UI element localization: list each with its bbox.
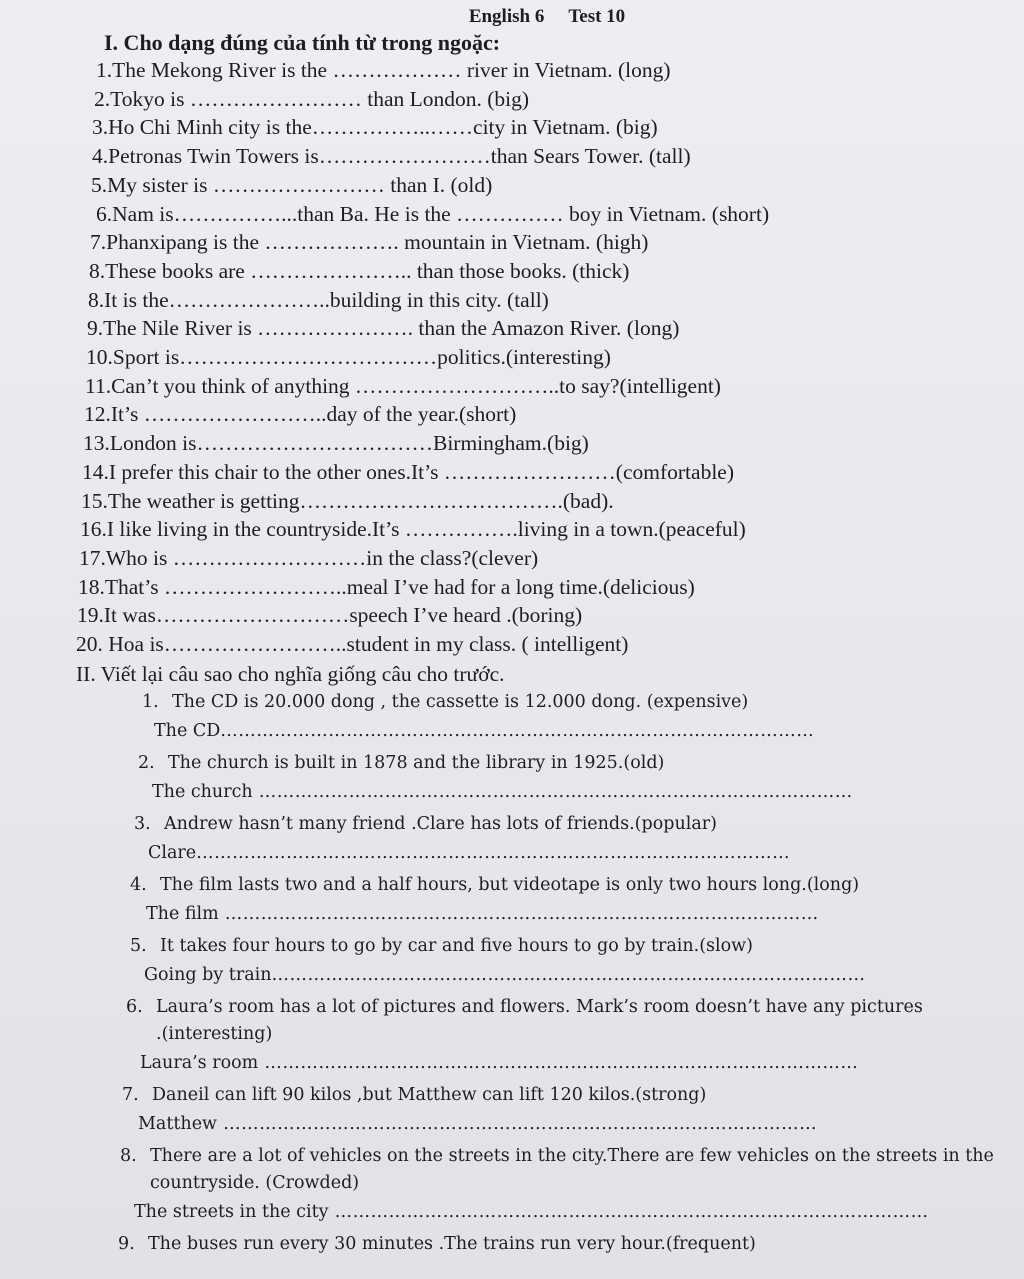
answer-line: Matthew ……………………………………………………………………………………… bbox=[138, 1113, 818, 1134]
answer-starter: Matthew bbox=[138, 1113, 218, 1134]
item-prompt: It takes four hours to go by car and five hours to go by train.(slow) bbox=[160, 935, 753, 956]
item-number: 1. bbox=[142, 691, 159, 712]
section2-list bbox=[0, 689, 1024, 1258]
answer-line: The church ……………………………………………………………………………………… bbox=[152, 781, 853, 802]
exercise1-item: 8.These books are ………………….. than those books. (thick) bbox=[89, 258, 630, 283]
item-number: 6. bbox=[126, 996, 143, 1017]
exercise1-item: 6.Nam is……………...than Ba. He is the …………… boy in Vietnam. (short) bbox=[96, 201, 770, 226]
exercise1-item: 2.Tokyo is …………………… than London. (big) bbox=[94, 86, 530, 111]
item-prompt: The CD is 20.000 dong , the cassette is 12.000 dong. (expensive) bbox=[172, 691, 749, 712]
exercise1-item: 1.The Mekong River is the ……………… river in Vietnam. (long) bbox=[96, 58, 671, 82]
exercise2-item bbox=[0, 1231, 1024, 1258]
answer-starter: Going by train bbox=[144, 964, 272, 985]
answer-line: Going by train……………………………………………………………………………………… bbox=[144, 964, 866, 985]
item-prompt: The church is built in 1878 and the library in 1925.(old) bbox=[168, 752, 665, 773]
exercise2-item bbox=[0, 1143, 1024, 1227]
exercise1-item: 10.Sport is………………………………politics.(interesting) bbox=[86, 345, 611, 370]
item-number: 8. bbox=[120, 1145, 137, 1166]
item-prompt: Daneil can lift 90 kilos ,but Matthew can lift 120 kilos.(strong) bbox=[152, 1084, 707, 1105]
answer-starter: Clare bbox=[148, 842, 197, 863]
exercise1-item: 9.The Nile River is …………………. than the Amazon River. (long) bbox=[87, 316, 680, 341]
answer-starter: The streets in the city bbox=[134, 1201, 329, 1222]
exercise1-item: 19.It was………………………speech I’ve heard .(boring) bbox=[77, 603, 583, 628]
item-number: 2. bbox=[138, 752, 155, 773]
exercise1-item: 8.It is the…………………..building in this city. (tall) bbox=[88, 287, 549, 312]
test-label: Test 10 bbox=[568, 6, 626, 27]
exercise1-item: 16.I like living in the countryside.It’s …………….living in a town.(peaceful) bbox=[80, 517, 746, 542]
item-number: 7. bbox=[122, 1084, 139, 1105]
exercise1-item: 5.My sister is …………………… than I. (old) bbox=[91, 172, 493, 197]
exercise2-item bbox=[0, 994, 1024, 1078]
section1-list bbox=[0, 56, 1024, 659]
item-number: 5. bbox=[130, 935, 147, 956]
item-number: 9. bbox=[118, 1233, 135, 1254]
item-number: 3. bbox=[134, 813, 151, 834]
item-number: 4. bbox=[130, 874, 147, 895]
exercise2-item bbox=[0, 689, 1024, 746]
answer-line: Clare……………………………………………………………………………………… bbox=[148, 842, 791, 863]
answer-line: The CD……………………………………………………………………………………… bbox=[154, 720, 815, 741]
exercise1-item: 11.Can’t you think of anything ………………………..to say?(intelligent) bbox=[85, 373, 721, 398]
exercise2-item bbox=[0, 933, 1024, 990]
exercise1-item: 18.That’s ……………………..meal I’ve had for a long time.(delicious) bbox=[78, 574, 695, 599]
answer-line: The streets in the city ……………………………………………………………………………………… bbox=[134, 1201, 929, 1222]
answer-starter: The film bbox=[146, 903, 219, 924]
section2-title: II. Viết lại câu sao cho nghĩa giống câu cho trước. bbox=[76, 661, 505, 686]
answer-starter: Laura’s room bbox=[140, 1052, 259, 1073]
exercise1-item: 12.It’s ……………………..day of the year.(short) bbox=[84, 402, 517, 427]
item-prompt: Andrew hasn’t many friend .Clare has lots of friends.(popular) bbox=[164, 813, 717, 834]
item-prompt: Laura’s room has a lot of pictures and flowers. Mark’s room doesn’t have any pictures bbox=[156, 996, 923, 1017]
page-header bbox=[0, 4, 1024, 30]
exercise1-item: 3.Ho Chi Minh city is the……………..……city in Vietnam. (big) bbox=[92, 115, 658, 140]
answer-starter: The church bbox=[152, 781, 253, 802]
exercise2-item bbox=[0, 750, 1024, 807]
answer-line: Laura’s room ……………………………………………………………………………………… bbox=[140, 1052, 859, 1073]
exercise1-item: 17.Who is ………………………in the class?(clever) bbox=[79, 545, 539, 570]
section1-title: I. Cho dạng đúng của tính từ trong ngoặc: bbox=[104, 30, 501, 55]
item-prompt-continued: .(interesting) bbox=[156, 1023, 273, 1044]
exercise1-item: 7.Phanxipang is the ………………. mountain in Vietnam. (high) bbox=[90, 230, 649, 255]
item-prompt-continued: countryside. (Crowded) bbox=[150, 1172, 360, 1193]
answer-line: The film ……………………………………………………………………………………… bbox=[146, 903, 819, 924]
exercise1-item: 20. Hoa is……………………..student in my class. ( intelligent) bbox=[76, 632, 629, 657]
exercise1-item: 15.The weather is getting……………………………….(bad). bbox=[81, 488, 614, 513]
item-prompt: There are a lot of vehicles on the streets in the city.There are few vehicles on the streets in the bbox=[150, 1145, 994, 1166]
exercise2-item bbox=[0, 1082, 1024, 1139]
item-prompt: The buses run every 30 minutes .The trains run very hour.(frequent) bbox=[148, 1233, 756, 1254]
exercise1-item: 13.London is……………………………Birmingham.(big) bbox=[83, 431, 589, 456]
exercise2-item bbox=[0, 872, 1024, 929]
item-prompt: The film lasts two and a half hours, but videotape is only two hours long.(long) bbox=[160, 874, 860, 895]
answer-starter: The CD bbox=[154, 720, 221, 741]
exercise2-item bbox=[0, 811, 1024, 868]
exercise1-item: 4.Petronas Twin Towers is……………………than Sears Tower. (tall) bbox=[92, 144, 691, 169]
exercise1-item: 14.I prefer this chair to the other ones.It’s ……………………(comfortable) bbox=[82, 459, 734, 484]
subject-label: English 6 bbox=[468, 6, 545, 27]
